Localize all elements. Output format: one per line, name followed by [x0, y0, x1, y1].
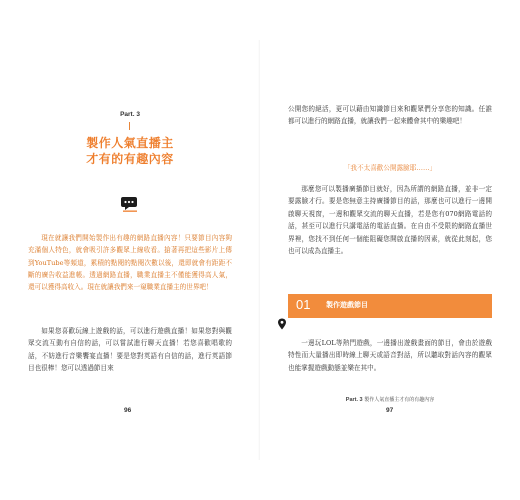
body-paragraph-top: 公開您的絕活，更可以藉由知識節目來和觀眾們分享您的知識。任誰都可以進行的網路直播，就讓我們一起來體會其中的樂趣吧！ — [288, 105, 492, 126]
running-head-part: Part. 3 — [345, 397, 363, 403]
chapter-title-line-2: 才有的有趣內容 — [86, 152, 174, 166]
chat-bubble-icon — [121, 196, 139, 212]
running-head-title: 製作人氣直播主才有的有趣內容 — [364, 397, 435, 403]
right-page — [260, 0, 520, 500]
section-header — [288, 294, 492, 318]
section-title: 製作遊戲節目 — [326, 301, 368, 309]
page-number: 96 — [124, 407, 132, 414]
body-paragraph-middle: 那麼您可以製播廣播節目就好，因為所謂的網路直播，並非一定要露臉才行。要是您無意主持廣播節目的話，那麼也可以進行一邊開啟聊天視窗，一邊和觀眾交流的聊天直播，若是您有070網路電話的話，甚至可以進行只講電話的電話直播。在自由不受限的網路直播世界裡，您找不到任何一個能阻礙您開啟直播的因素，就從此刻起，您也可以成為直播主。 — [288, 185, 492, 256]
location-pin-icon — [277, 318, 287, 330]
chapter-title-line-1: 製作人氣直播主 — [86, 136, 174, 150]
intro-paragraph: 現在就讓我們開始製作出有趣的網路直播內容！只要節目內容夠充滿個人特色，就會吸引許多觀眾上線收看。搶著再把這些影片上傳到YouTube等頻道，累積的點閱的點閱次數以後，還即就會有距距不斷的廣告收益進帳。透過網路直播，職業直播主不僅能獲得高人氣，還可以獲得高收入。現在就讓我們來一窺職業直播主的世界吧！ — [28, 234, 232, 292]
body-paragraph: 如果您喜歡玩線上遊戲的話，可以進行遊戲直播！如果您對與觀眾交流互動有自信的話，可以嘗試進行聊天直播！若您喜歡唱歌的話，不妨進行音樂饗宴直播！要是您對英語有自信的話，進行英語節目也很棒！您可以透過節目來 — [28, 327, 232, 373]
part-divider — [129, 122, 130, 130]
running-head — [260, 396, 520, 403]
part-label: Part. 3 — [120, 111, 140, 118]
page-number: 97 — [386, 407, 394, 414]
section-number: 01 — [296, 297, 311, 312]
body-paragraph-bottom: 一邊玩LOL等熱門遊戲，一邊播出遊戲畫面的節目，會由於遊戲特性而大量播出即時線上聊天或語音對話，所以聽取對話內容的觀眾也能掌握遊戲動態並樂在其中。 — [288, 339, 492, 372]
quote-text: 「我不太喜歡公開露臉耶……」 — [343, 164, 437, 172]
